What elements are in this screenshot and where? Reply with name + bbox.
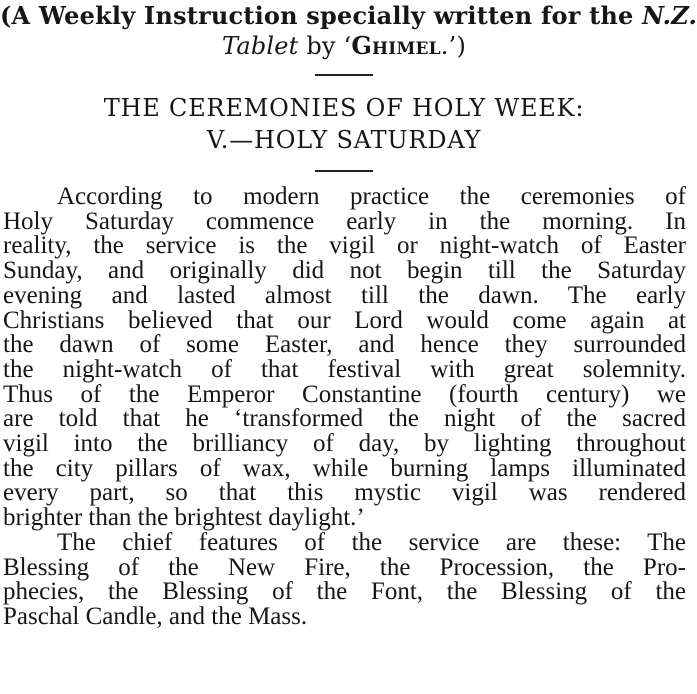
article-byline [0,1,697,61]
text-line: According to modern practice the ceremonies of [57,183,686,210]
byline-author: Ghimel [351,31,441,60]
text-line: Thus of the Emperor Constantine (fourth century) we [3,380,686,408]
byline-publication-initials: N.Z. [642,1,697,30]
text-line: the city pillars of wax, while burning lamps illuminated [3,454,686,482]
byline-line-1 [0,1,697,31]
text-line: Sunday, and originally did not begin till the Saturday [3,257,686,285]
text-line: the night-watch of that festival with great solemnity. [3,355,686,383]
divider-rule [315,170,373,172]
paragraph-1 [3,185,686,531]
headline-line-1: THE CEREMONIES OF HOLY WEEK: [103,94,585,122]
text-line: vigil into the brilliancy of day, by lighting throughout [3,430,686,458]
text-line: Blessing of the New Fire, the Procession, the Pro- [3,553,686,581]
byline-prefix: (A Weekly Instruction specially written for the [0,1,643,30]
byline-suffix: .’) [440,32,467,60]
text-line: Christians believed that our Lord would come again at [3,306,686,334]
text-line: Paschal Candle, and the Mass. [3,602,308,630]
text-line: every part, so that this mystic vigil was rendered [3,479,686,507]
divider-rule [315,74,373,76]
byline-line-2 [0,31,688,61]
byline-publication-name: Tablet [221,32,299,60]
article-headline [0,92,688,156]
text-line: evening and lasted almost till the dawn. The early [3,281,686,309]
byline-by: by ‘ [298,32,352,60]
text-line: reality, the service is the vigil or night-watch of Easter [3,232,686,260]
text-line: the dawn of some Easter, and hence they surrounded [3,331,686,359]
article-body [0,185,686,630]
paragraph-2 [3,528,686,630]
text-line: The chief features of the service are these: The [57,528,686,556]
text-line: brighter than the brightest daylight.’ [3,504,365,532]
text-line: are told that he ‘transformed the night of the sacred [3,405,686,433]
text-line: Holy Saturday commence early in the morning. In [3,207,686,235]
headline-line-2: V.—HOLY SATURDAY [206,126,482,154]
text-line: phecies, the Blessing of the Font, the Blessing of the [3,578,686,606]
